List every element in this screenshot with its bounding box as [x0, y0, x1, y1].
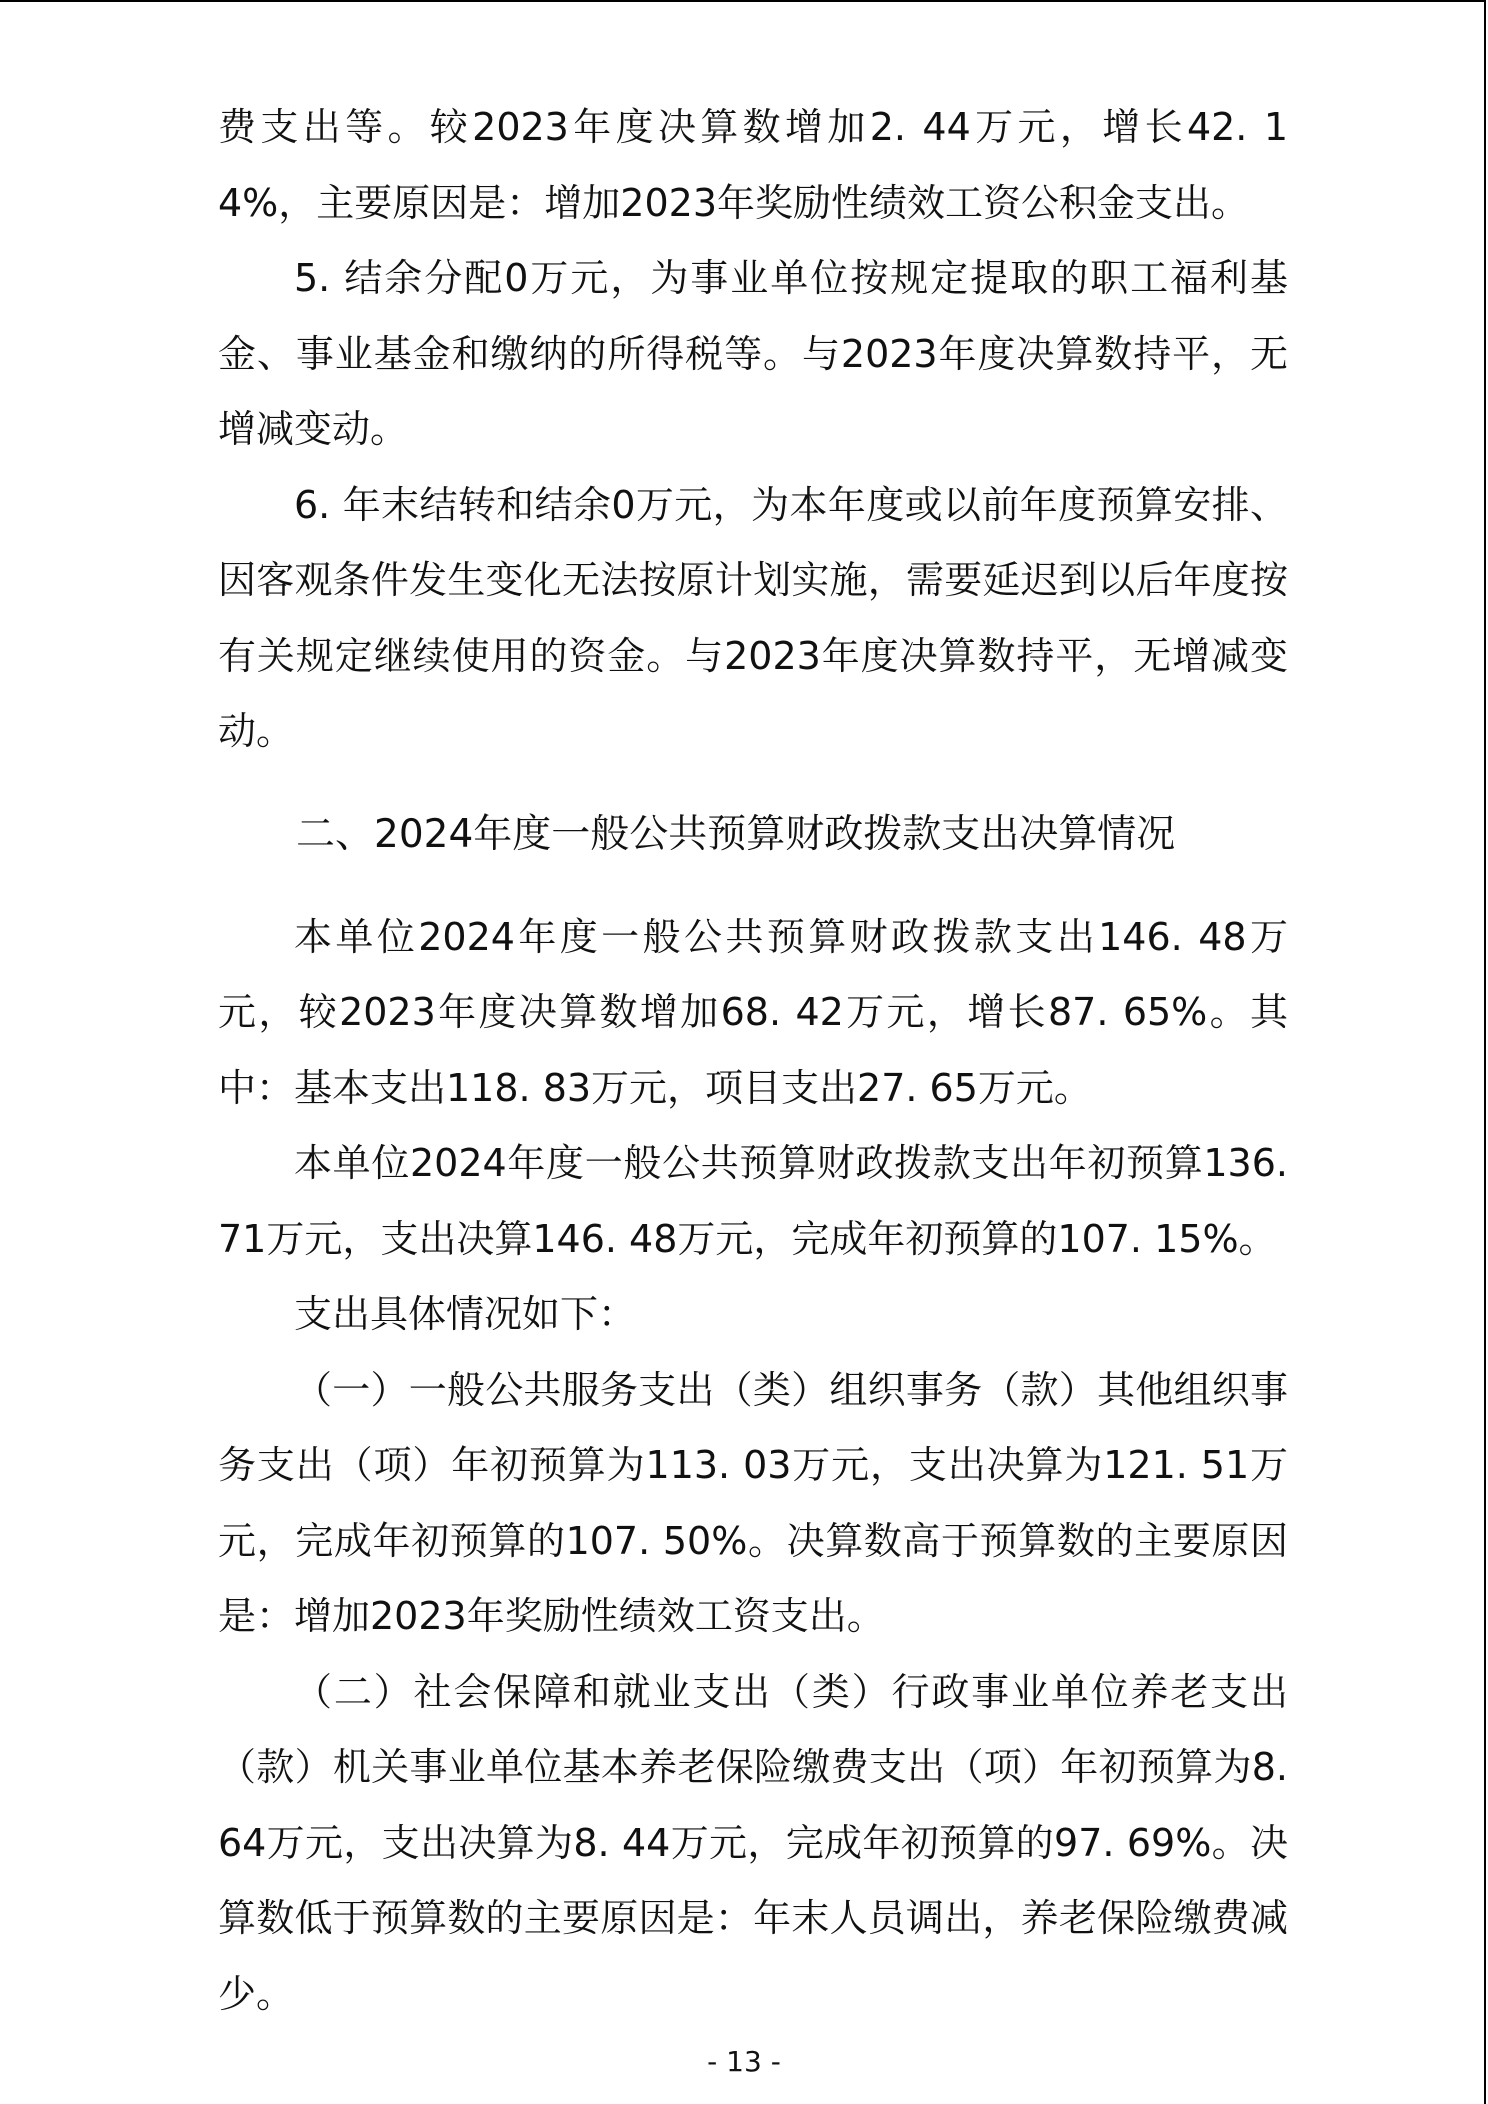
section-heading: 二、2024年度一般公共预算财政拨款支出决算情况 [296, 811, 1176, 857]
paragraph-surplus-distribution: 5. 结余分配0万元，为事业单位按规定提取的职工福利基金、事业基金和缴纳的所得税等。与2023年度决算数持平，无增减变动。 [218, 256, 1288, 451]
paragraph-item-public-services: （一）一般公共服务支出（类）组织事务（款）其他组织事务支出（项）年初预算为113. 03万元，支出决算为121. 51万元，完成年初预算的107. 50%。决算数高于预算数的主要原因是：增加2023年奖励性绩效工资支出。 [218, 1367, 1288, 1638]
paragraph-details-intro: 支出具体情况如下： [294, 1292, 637, 1336]
paragraph-general-budget-expenditure: 本单位2024年度一般公共预算财政拨款支出146. 48万元，较2023年度决算数增加68. 42万元，增长87. 65%。其中：基本支出118. 83万元，项目支出27. 65万元。 [218, 914, 1288, 1110]
paragraph-initial-budget-completion: 本单位2024年度一般公共预算财政拨款支出年初预算136. 71万元，支出决算146. 48万元，完成年初预算的107. 15%。 [218, 1141, 1288, 1261]
page-number: - 13 - [707, 2045, 781, 2078]
paragraph-year-end-carryover: 6. 年末结转和结余0万元，为本年度或以前年度预算安排、因客观条件发生变化无法按原计划实施，需要延迟到以后年度按有关规定继续使用的资金。与2023年度决算数持平，无增减变动。 [218, 482, 1288, 753]
document-body [218, 90, 1288, 2032]
paragraph-item-social-security: （二）社会保障和就业支出（类）行政事业单位养老支出（款）机关事业单位基本养老保险缴费支出（项）年初预算为8. 64万元，支出决算为8. 44万元，完成年初预算的97. 69%。决算数低于预算数的主要原因是：年末人员调出，养老保险缴费减少。 [218, 1669, 1288, 2016]
paragraph-expense-increase: 费支出等。较2023年度决算数增加2. 44万元，增长42. 14%，主要原因是：增加2023年奖励性绩效工资公积金支出。 [218, 105, 1288, 225]
